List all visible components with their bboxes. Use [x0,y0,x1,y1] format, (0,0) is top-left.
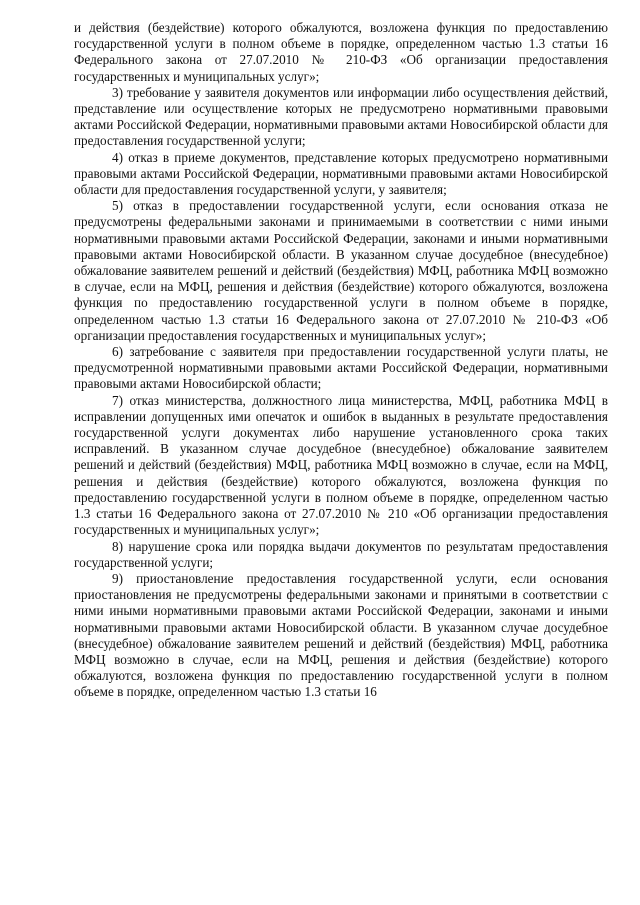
paragraph-item-8: 8) нарушение срока или порядка выдачи документов по результатам предоставления государственной услуги; [74,538,608,570]
paragraph-item-6: 6) затребование с заявителя при предоставлении государственной услуги платы, не предусмотренной нормативными правовыми актами Российской Федерации, нормативными правовыми актами Новосибирской области; [74,344,608,392]
paragraph-item-3: 3) требование у заявителя документов или информации либо осуществления действий, представление или осуществление которых не предусмотрено нормативными правовыми актами Российской Федерации, нормативными правовыми актами Новосибирской области для предоставления государственной услуги; [74,84,608,149]
paragraph-item-5: 5) отказ в предоставлении государственной услуги, если основания отказа не предусмотрены федеральными законами и принимаемыми в соответствии с ними иными нормативными правовыми актами Российской Федерации, законами и иными нормативными правовыми актами Новосибирской области. В указанном случае досудебное (внесудебное) обжалование заявителем решений и действий (бездействия) МФЦ, работника МФЦ возможно в случае, если на МФЦ, решения и действия (бездействие) которого обжалуются, возложена функция по предоставлению государственной услуги в полном объеме в порядке, определенном частью 1.3 статьи 16 Федерального закона от 27.07.2010 № 210-ФЗ «Об организации предоставления государственных и муниципальных услуг»; [74,198,608,343]
paragraph-item-7: 7) отказ министерства, должностного лица министерства, МФЦ, работника МФЦ в исправлении допущенных ими опечаток и ошибок в выданных в результате предоставления государственной услуги документах либо нарушение установленного срока таких исправлений. В указанном случае досудебное (внесудебное) обжалование заявителем решений и действий (бездействия) МФЦ, работника МФЦ возможно в случае, если на МФЦ, решения и действия (бездействие) которого обжалуются, возложена функция по предоставлению государственной услуги в полном объеме в порядке, определенном частью 1.3 статьи 16 Федерального закона от 27.07.2010 № 210 «Об организации предоставления государственных и муниципальных услуг»; [74,392,608,538]
paragraph-item-4: 4) отказ в приеме документов, представление которых предусмотрено нормативными правовыми актами Российской Федерации, нормативными правовыми актами Новосибирской области для предоставления государственной услуги, у заявителя; [74,149,608,198]
document-page [74,20,608,701]
paragraph-item-9: 9) приостановление предоставления государственной услуги, если основания приостановления не предусмотрены федеральными законами и принятыми в соответствии с ними иными нормативными правовыми актами Российской Федерации, законами и иными нормативными правовыми актами Новосибирской области. В указанном случае досудебное (внесудебное) обжалование заявителем решений и действий (бездействия) МФЦ, работника МФЦ возможно в случае, если на МФЦ, решения и действия (бездействие) которого обжалуются, возложена функция по предоставлению государственной услуги в полном объеме в порядке, определенном частью 1.3 статьи 16 [74,570,608,700]
paragraph-continuation: и действия (бездействие) которого обжалуются, возложена функция по предоставлению государственной услуги в полном объеме в порядке, определенном частью 1.3 статьи 16 Федерального закона от 27.07.2010 № 210-ФЗ «Об организации предоставления государственных и муниципальных услуг»; [74,20,608,84]
